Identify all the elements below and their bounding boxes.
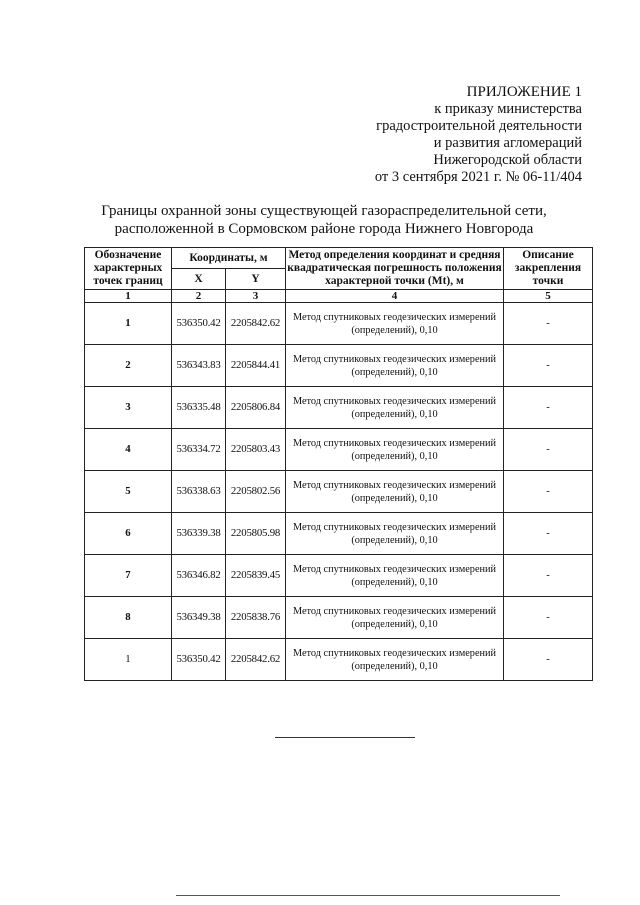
header-fixing: Описание закрепления точки [504,248,593,290]
column-number: 2 [172,290,226,303]
header-x: X [172,269,226,290]
cell-method: Метод спутниковых геодезических измерений (определений), 0,10 [286,471,504,513]
cell-fixing: - [504,303,593,345]
cell-y: 2205805.98 [226,513,286,555]
cell-x: 536343.83 [172,345,226,387]
cell-point: 7 [85,555,172,597]
cell-x: 536350.42 [172,639,226,681]
header-coordinates: Координаты, м [172,248,286,269]
header-point-designation: Обозначение характерных точек границ [85,248,172,290]
coordinates-table [84,247,593,681]
cell-fixing: - [504,429,593,471]
table-row [85,555,593,597]
cell-fixing: - [504,471,593,513]
cell-point: 5 [85,471,172,513]
cell-y: 2205839.45 [226,555,286,597]
column-number: 1 [85,290,172,303]
table-row [85,303,593,345]
table-row [85,513,593,555]
appendix-line: и развития агломераций [433,135,582,151]
cell-x: 536349.38 [172,597,226,639]
cell-point: 1 [85,303,172,345]
cell-y: 2205838.76 [226,597,286,639]
cell-point: 4 [85,429,172,471]
appendix-line: от 3 сентября 2021 г. № 06-11/404 [374,169,582,185]
appendix-line: Нижегородской области [433,152,582,168]
header-method: Метод определения координат и средняя квадратическая погрешность положения характерной точки (Mt), м [286,248,504,290]
cell-fixing: - [504,345,593,387]
cell-point: 1 [85,639,172,681]
cell-method: Метод спутниковых геодезических измерений (определений), 0,10 [286,429,504,471]
cell-y: 2205842.62 [226,303,286,345]
appendix-heading: ПРИЛОЖЕНИЕ 1 [466,84,582,100]
footer-divider [176,895,560,896]
cell-x: 536339.38 [172,513,226,555]
table-row [85,345,593,387]
signature-divider [275,737,415,738]
table-row [85,387,593,429]
cell-method: Метод спутниковых геодезических измерений (определений), 0,10 [286,639,504,681]
cell-x: 536335.48 [172,387,226,429]
document-title [84,202,564,238]
cell-x: 536334.72 [172,429,226,471]
cell-y: 2205842.62 [226,639,286,681]
cell-method: Метод спутниковых геодезических измерений (определений), 0,10 [286,597,504,639]
cell-method: Метод спутниковых геодезических измерений (определений), 0,10 [286,345,504,387]
cell-method: Метод спутниковых геодезических измерений (определений), 0,10 [286,303,504,345]
cell-x: 536346.82 [172,555,226,597]
appendix-line: к приказу министерства [434,101,582,117]
cell-point: 8 [85,597,172,639]
cell-point: 2 [85,345,172,387]
cell-point: 6 [85,513,172,555]
title-line-2: расположенной в Сормовском районе города Нижнего Новгорода [114,221,534,237]
cell-y: 2205803.43 [226,429,286,471]
table-row [85,471,593,513]
cell-fixing: - [504,387,593,429]
cell-y: 2205802.56 [226,471,286,513]
appendix-line: градостроительной деятельности [376,118,582,134]
cell-x: 536338.63 [172,471,226,513]
cell-point: 3 [85,387,172,429]
cell-method: Метод спутниковых геодезических измерений (определений), 0,10 [286,387,504,429]
cell-x: 536350.42 [172,303,226,345]
title-line-1: Границы охранной зоны существующей газораспределительной сети, [101,203,547,219]
header-y: Y [226,269,286,290]
table-row [85,597,593,639]
cell-fixing: - [504,513,593,555]
cell-fixing: - [504,555,593,597]
cell-fixing: - [504,597,593,639]
table-row [85,639,593,681]
cell-method: Метод спутниковых геодезических измерений (определений), 0,10 [286,513,504,555]
column-number: 4 [286,290,504,303]
column-number: 3 [226,290,286,303]
cell-method: Метод спутниковых геодезических измерений (определений), 0,10 [286,555,504,597]
cell-fixing: - [504,639,593,681]
cell-y: 2205844.41 [226,345,286,387]
table-row [85,429,593,471]
column-number: 5 [504,290,593,303]
appendix-block [262,84,582,186]
cell-y: 2205806.84 [226,387,286,429]
